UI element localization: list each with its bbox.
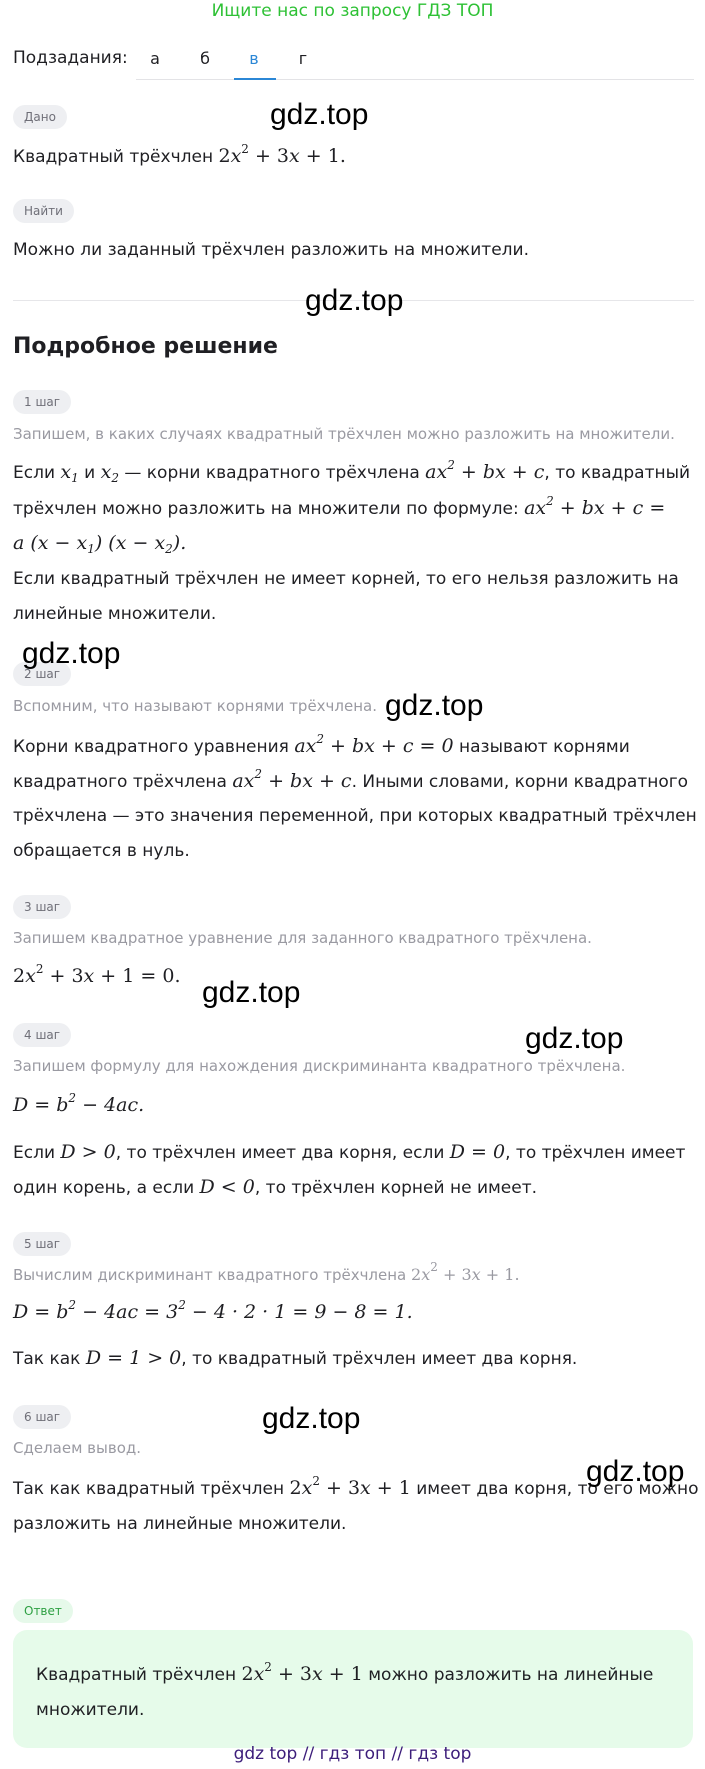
- math-trinomial-3: $2x^2 + 3x + 1$: [289, 1474, 411, 1499]
- step-5-formula: [13, 1294, 413, 1331]
- math-answer-trinomial: $2x^2 + 3x + 1$: [241, 1660, 363, 1685]
- answer-line-2: множители.: [36, 1700, 145, 1720]
- step-1-text-a: Если: [13, 463, 61, 483]
- step-4-text-c: , то трёхчлен имеет: [505, 1143, 686, 1163]
- math-given-equation: $2x^2 + 3x + 1 = 0$.: [13, 962, 181, 987]
- step-1-line-2: [13, 490, 665, 527]
- step-1-chip: 1 шаг: [13, 390, 71, 414]
- step-5-line-1: [13, 1340, 577, 1377]
- watermark: gdz.top: [22, 637, 121, 670]
- watermark: gdz.top: [270, 98, 369, 131]
- step-4-hint: Запишем формулу для нахождения дискриминанта квадратного трёхчлена.: [13, 1057, 626, 1075]
- step-2-line-3: трёхчлена — это значения переменной, при которых квадратный трёхчлен: [13, 806, 697, 826]
- step-1-line-1: [13, 454, 690, 491]
- footer-links[interactable]: gdz top // гдз топ // гдз top: [233, 1744, 472, 1764]
- given-chip: Дано: [13, 105, 67, 129]
- step-1-line-3: [13, 525, 186, 562]
- answer-text-a: Квадратный трёхчлен: [36, 1665, 242, 1685]
- step-4-text-a: Если: [13, 1143, 61, 1163]
- step-3-chip: 3 шаг: [13, 895, 71, 919]
- step-4-line-2: [13, 1169, 537, 1206]
- given-prefix: Квадратный трёхчлен: [13, 147, 219, 167]
- math-d-negative: D < 0: [199, 1176, 255, 1198]
- tab-b[interactable]: б: [200, 49, 210, 68]
- step-2-text-d: . Иными словами, корни квадратного: [351, 772, 689, 792]
- step-5-text-b: , то квадратный трёхчлен имеет два корня.: [181, 1349, 578, 1369]
- watermark: gdz.top: [586, 1455, 685, 1488]
- tab-a[interactable]: а: [150, 49, 160, 68]
- step-1-p2-line-1: Если квадратный трёхчлен не имеет корней, то его нельзя разложить на: [13, 569, 679, 589]
- step-4-text-d: один корень, а если: [13, 1178, 200, 1198]
- step-5-chip: 5 шаг: [13, 1232, 71, 1256]
- step-3-formula: [13, 958, 180, 995]
- math-equation: $ax^2$ + bx + c = 0: [294, 732, 454, 757]
- answer-chip: Ответ: [13, 1599, 73, 1623]
- step-6-chip: 6 шаг: [13, 1405, 71, 1429]
- step-1-text-e: трёхчлен можно разложить на множители по формуле:: [13, 499, 525, 519]
- subtasks-label: Подзадания:: [13, 48, 128, 68]
- step-4-text-b: , то трёхчлен имеет два корня, если: [115, 1143, 450, 1163]
- find-chip: Найти: [13, 199, 74, 223]
- tab-g[interactable]: г: [298, 49, 308, 68]
- watermark: gdz.top: [262, 1402, 361, 1435]
- watermark: gdz.top: [525, 1022, 624, 1055]
- math-x2: $x_2$: [100, 461, 119, 485]
- given-formula: $2x^2 + 3x + 1$.: [218, 142, 346, 167]
- tabs-divider: [136, 79, 694, 80]
- find-text: Можно ли заданный трёхчлен разложить на множители.: [13, 240, 529, 260]
- step-2-chip: 2 шаг: [13, 662, 71, 686]
- promo-banner[interactable]: Ищите нас по запросу ГДЗ ТОП: [211, 1, 494, 21]
- given-text: [13, 138, 346, 175]
- step-1-text-d: , то квадратный: [544, 463, 691, 483]
- step-6-text-a: Так как квадратный трёхчлен: [13, 1479, 290, 1499]
- step-6-hint: Сделаем вывод.: [13, 1439, 142, 1457]
- step-2-line-2: [13, 763, 688, 800]
- math-trinomial: $ax^2$ + bx + c: [425, 458, 545, 483]
- step-2-text-c: квадратного трёхчлена: [13, 772, 233, 792]
- tab-v[interactable]: в: [249, 49, 259, 68]
- math-discriminant-calc: $D = b^2 - 4ac = 3^2 - 4 \cdot 2 \cdot 1 = 9 - 8 = 1$.: [13, 1298, 413, 1323]
- answer-text-b: можно разложить на линейные: [362, 1665, 654, 1685]
- math-d-positive: D > 0: [60, 1141, 116, 1163]
- math-trinomial-2: $ax^2$ + bx + c: [232, 767, 352, 792]
- watermark: gdz.top: [385, 689, 484, 722]
- math-trinomial-eq: $ax^2$ + bx + c =: [524, 494, 666, 519]
- step-2-line-1: [13, 728, 630, 765]
- step-1-text-b: и: [78, 463, 101, 483]
- math-d-result: D = 1 > 0: [85, 1347, 182, 1369]
- step-1-hint: Запишем, в каких случаях квадратный трёхчлен можно разложить на множители.: [13, 425, 675, 443]
- step-2-hint: Вспомним, что называют корнями трёхчлена.: [13, 697, 378, 715]
- step-4-line-1: [13, 1134, 685, 1171]
- step-4-text-e: , то трёхчлен корней не имеет.: [254, 1178, 538, 1198]
- step-6-text-b: имеет два корня, то его можно: [410, 1479, 699, 1499]
- step-6-line-2: разложить на линейные множители.: [13, 1514, 347, 1534]
- math-factorization: a $(x - x_1)$ $(x - x_2)$.: [13, 532, 187, 556]
- watermark: gdz.top: [305, 284, 404, 317]
- step-4-chip: 4 шаг: [13, 1023, 71, 1047]
- math-x1: $x_1$: [60, 461, 79, 485]
- math-hint-trinomial: $2x^2 + 3x + 1$.: [411, 1260, 520, 1284]
- math-d-zero: D = 0: [449, 1141, 506, 1163]
- solution-title: Подробное решение: [13, 334, 278, 359]
- answer-line-1: [36, 1656, 653, 1693]
- math-discriminant: $D = b^2 - 4ac$.: [13, 1091, 145, 1116]
- watermark: gdz.top: [202, 976, 301, 1009]
- step-1-p2-line-2: линейные множители.: [13, 604, 217, 624]
- active-tab-indicator: [234, 78, 276, 80]
- step-5-hint-text: Вычислим дискриминант квадратного трёхчлена: [13, 1266, 412, 1284]
- step-5-text-a: Так как: [13, 1349, 86, 1369]
- step-1-text-c: — корни квадратного трёхчлена: [118, 463, 426, 483]
- step-4-formula: [13, 1087, 144, 1124]
- step-3-hint: Запишем квадратное уравнение для заданного квадратного трёхчлена.: [13, 929, 592, 947]
- step-2-line-4: обращается в нуль.: [13, 841, 190, 861]
- step-2-text-b: называют корнями: [453, 737, 630, 757]
- step-2-text-a: Корни квадратного уравнения: [13, 737, 295, 757]
- step-5-hint: [13, 1260, 520, 1284]
